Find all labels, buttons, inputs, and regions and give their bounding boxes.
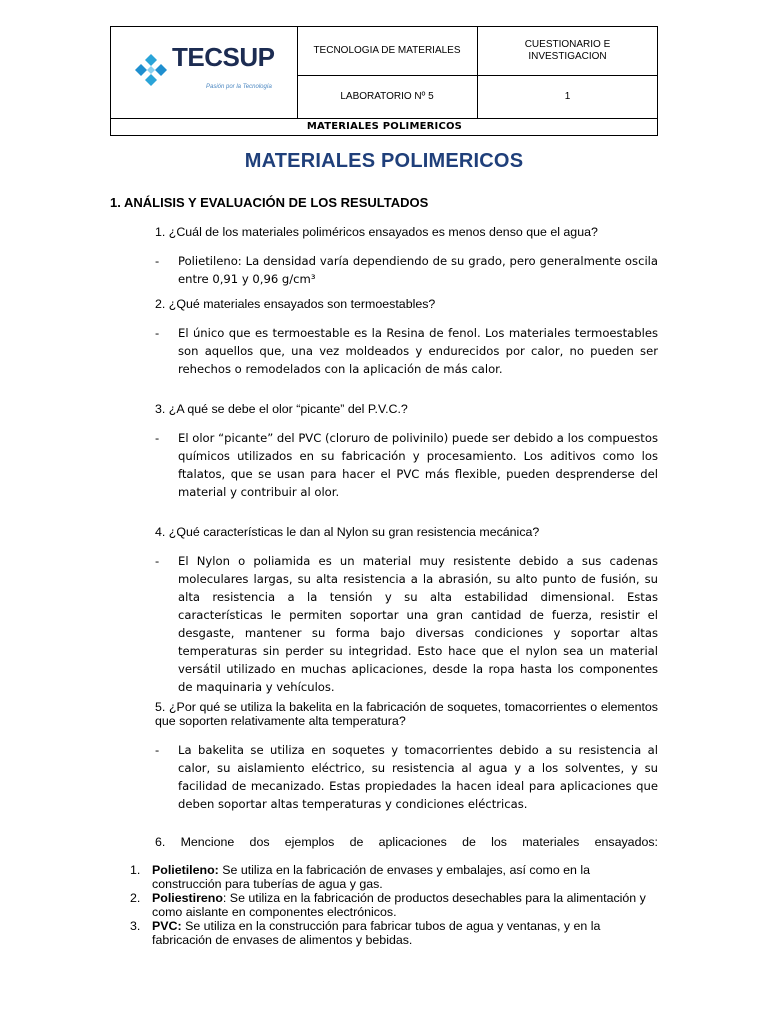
course-name: TECNOLOGIA DE MATERIALES bbox=[313, 45, 461, 56]
lab-number: LABORATORIO Nº 5 bbox=[340, 90, 434, 102]
tecsup-emblem-icon bbox=[134, 53, 168, 87]
brand-tagline: Pasión por la Tecnología bbox=[206, 83, 272, 90]
page-title: MATERIALES POLIMERICOS bbox=[244, 150, 524, 172]
logo-cell bbox=[111, 27, 297, 118]
table-divider bbox=[297, 75, 658, 76]
answer-text: El olor “picante” del PVC (cloruro de polivinilo) puede ser debido a los compuestos químicos utilizados en su fabricación y procesamiento. Los aditivos como los ftalatos, que se usan para hacer el PVC más flexible, pueden desprenderse del material y contribuir al olor. bbox=[178, 431, 658, 499]
list-number: 1. bbox=[130, 863, 141, 877]
answer-text: La bakelita se utiliza en soquetes y tomacorrientes debido a su resistencia al calor, su aislamiento eléctrico, su resistencia al agua y a los solventes, y su facilidad de mecanizado. Estas propiedades la hacen ideal para aplicaciones que deben soportar altas temperaturas y condiciones eléctricas. bbox=[178, 743, 658, 811]
document-type-label: CUESTIONARIO E INVESTIGACION bbox=[524, 39, 611, 62]
table-divider bbox=[477, 27, 478, 118]
material-name: PVC: bbox=[152, 919, 182, 933]
page-number: 1 bbox=[564, 90, 571, 102]
answer-2 bbox=[155, 324, 658, 378]
question-2: 2. ¿Qué materiales ensayados son termoestables? bbox=[155, 297, 436, 311]
answer-5 bbox=[155, 741, 658, 813]
answer-3 bbox=[155, 429, 658, 501]
list-number: 3. bbox=[130, 919, 141, 933]
table-divider bbox=[297, 27, 298, 118]
list-dash: - bbox=[155, 554, 160, 568]
question-1: 1. ¿Cuál de los materiales poliméricos ensayados es menos denso que el agua? bbox=[155, 225, 598, 239]
table-divider bbox=[111, 118, 658, 119]
applications-list bbox=[130, 863, 658, 947]
tecsup-logo bbox=[134, 41, 275, 95]
list-number: 2. bbox=[130, 891, 141, 905]
list-dash: - bbox=[155, 431, 160, 445]
list-item bbox=[130, 891, 658, 919]
answer-text: Polietileno: La densidad varía dependiendo de su grado, pero generalmente oscila entre 0,91 y 0,96 g/cm³ bbox=[178, 254, 658, 286]
application-text: Se utiliza en la fabricación de envases y embalajes, así como en la construcción para tuberías de agua y gas. bbox=[152, 863, 591, 891]
section-heading: 1. ANÁLISIS Y EVALUACIÓN DE LOS RESULTADOS bbox=[110, 195, 429, 210]
answer-4 bbox=[155, 552, 658, 696]
application-text: : Se utiliza en la fabricación de productos desechables para la alimentación y como aislante en componentes electrónicos. bbox=[152, 891, 646, 919]
list-item bbox=[130, 863, 658, 891]
list-dash: - bbox=[155, 254, 160, 268]
answer-text: El Nylon o poliamida es un material muy resistente debido a sus cadenas moleculares largas, su alta resistencia a la abrasión, su alto punto de fusión, su alta resistencia a la tensión y su alta estabilidad dimensional. Estas características le permiten soportar una gran cantidad de fuerza, resistir el desgaste, mantener su forma bajo diversas condiciones y soportar altas temperaturas sin perder su integridad. Esto hace que el nylon sea un material versátil utilizado en muchas aplicaciones, desde la ropa hasta los componentes de maquinaria y vehículos. bbox=[178, 554, 658, 694]
list-item bbox=[130, 919, 658, 947]
question-5: 5. ¿Por qué se utiliza la bakelita en la fabricación de soquetes, tomacorrientes o elementos que soporten relativamente alta temperatura? bbox=[155, 700, 658, 728]
material-name: Polietileno: bbox=[152, 863, 219, 877]
document-type bbox=[477, 27, 658, 75]
material-name: Poliestireno bbox=[152, 891, 223, 905]
question-3: 3. ¿A qué se debe el olor “picante” del P.V.C.? bbox=[155, 402, 408, 416]
header-table bbox=[110, 26, 658, 136]
answer-text: El único que es termoestable es la Resina de fenol. Los materiales termoestables son aquellos que, una vez moldeados y endurecidos por calor, no pueden ser rehechos o remodelados con la aplicación de más calor. bbox=[178, 326, 658, 376]
application-text: Se utiliza en la construcción para fabricar tubos de agua y ventanas, y en la fabricación de envases de alimentos y bebidas. bbox=[152, 919, 601, 947]
question-6: 6. Mencione dos ejemplos de aplicaciones de los materiales ensayados: bbox=[155, 835, 658, 849]
list-dash: - bbox=[155, 743, 160, 757]
list-dash: - bbox=[155, 326, 160, 340]
brand-name: TECSUP bbox=[172, 41, 275, 72]
answer-1 bbox=[155, 252, 658, 288]
header-banner-title: MATERIALES POLIMERICOS bbox=[306, 121, 463, 132]
question-4: 4. ¿Qué características le dan al Nylon su gran resistencia mecánica? bbox=[155, 525, 540, 539]
